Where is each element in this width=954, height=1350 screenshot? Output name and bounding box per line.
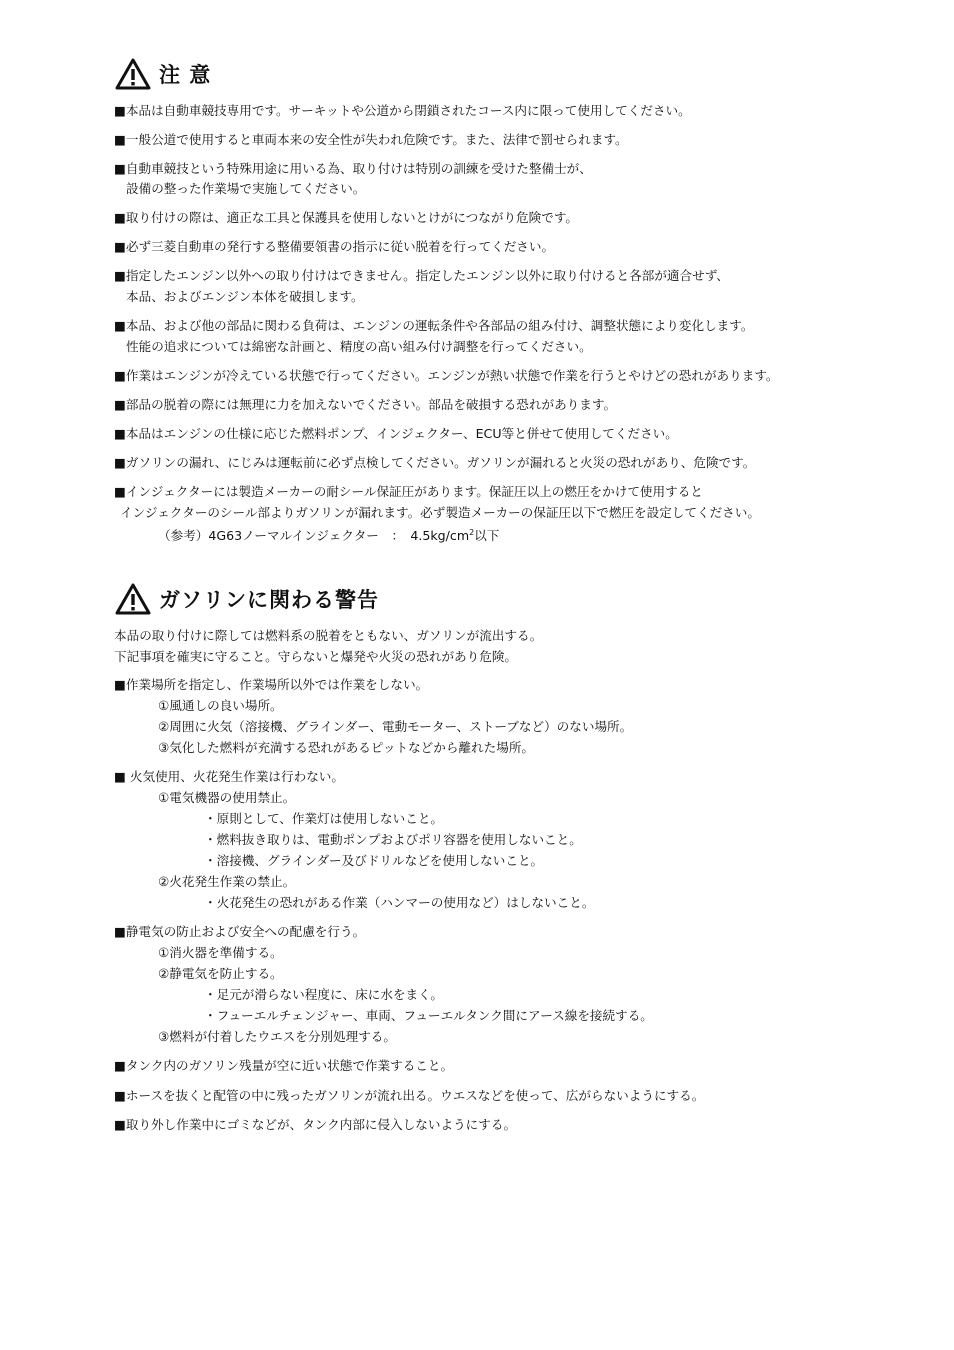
gasoline-line-5: ■ 火気使用、火花発生作業は行わない。 xyxy=(114,769,344,784)
gasoline-line-3: ②周囲に火気（溶接機、グラインダー、電動モーター、ストーブなど）のない場所。 xyxy=(158,719,633,734)
gasoline-line-10: ②火花発生作業の禁止。 xyxy=(158,874,296,889)
gasoline-line-1: ■作業場所を指定し、作業場所以外では作業をしない。 xyxy=(114,677,429,692)
caution-title: 注 意 xyxy=(159,63,212,87)
caution-item-2: ■一般公道で使用すると車両本来の安全性が失われ危険です。また、法律で罰せられます。 xyxy=(114,132,628,147)
warning-triangle-icon xyxy=(115,58,151,90)
gasoline-line-11: ・火花発生の恐れがある作業（ハンマーの使用など）はしないこと。 xyxy=(204,895,595,910)
caution-item-1: ■本品は自動車競技専用です。サーキットや公道から閉鎖されたコース内に限って使用してください。 xyxy=(114,103,691,118)
gasoline-line-18: ■タンク内のガソリン残量が空に近い状態で作業すること。 xyxy=(114,1058,454,1073)
caution-item-3: ■自動車競技という特殊用途に用いる為、取り付けは特別の訓練を受けた整備士が、 xyxy=(114,161,592,176)
gasoline-line-8: ・燃料抜き取りは、電動ポンプおよびポリ容器を使用しないこと。 xyxy=(204,832,582,847)
gasoline-heading xyxy=(115,583,379,615)
caution-item-9: ■部品の脱着の際には無理に力を加えないでください。部品を破損する恐れがあります。 xyxy=(114,397,617,412)
caution-item-7-cont: 性能の追求については綿密な計画と、精度の高い組み付け調整を行ってください。 xyxy=(126,339,592,354)
caution-item-3-cont: 設備の整った作業場で実施してください。 xyxy=(126,181,366,196)
gasoline-line-16: ・フューエルチェンジャー、車両、フューエルタンク間にアース線を接続する。 xyxy=(204,1008,653,1023)
caution-item-11: ■ガソリンの漏れ、にじみは運転前に必ず点検してください。ガソリンが漏れると火災の恐れがあり、危険です。 xyxy=(114,455,756,470)
reference-superscript: 2 xyxy=(469,527,475,537)
caution-item-12: ■インジェクターには製造メーカーの耐シール保証圧があります。保証圧以上の燃圧をかけて使用すると xyxy=(114,484,703,499)
gasoline-line-12: ■静電気の防止および安全への配慮を行う。 xyxy=(114,924,366,939)
gasoline-line-14: ②静電気を防止する。 xyxy=(158,966,283,981)
gasoline-line-2: ①風通しの良い場所。 xyxy=(158,698,283,713)
gasoline-title: ガソリンに関わる警告 xyxy=(159,588,379,612)
caution-item-12-cont: インジェクターのシール部よりガソリンが漏れます。必ず製造メーカーの保証圧以下で燃圧を設定してください。 xyxy=(120,505,760,520)
caution-item-6: ■指定したエンジン以外への取り付けはできません。指定したエンジン以外に取り付けると各部が適合せず、 xyxy=(114,268,729,283)
caution-item-7: ■本品、および他の部品に関わる負荷は、エンジンの運転条件や各部品の組み付け、調整状態により変化します。 xyxy=(114,318,754,333)
gasoline-line-19: ■ホースを抜くと配管の中に残ったガソリンが流れ出る。ウエスなどを使って、広がらないようにする。 xyxy=(114,1088,705,1103)
gasoline-line-13: ①消火器を準備する。 xyxy=(158,945,283,960)
gasoline-line-9: ・溶接機、グラインダー及びドリルなどを使用しないこと。 xyxy=(204,853,544,868)
caution-item-5: ■必ず三菱自動車の発行する整備要領書の指示に従い脱着を行ってください。 xyxy=(114,239,555,254)
gasoline-line-4: ③気化した燃料が充満する恐れがあるピットなどから離れた場所。 xyxy=(158,740,535,755)
caution-item-10: ■本品はエンジンの仕様に応じた燃料ポンプ、インジェクター、ECU等と併せて使用してください。 xyxy=(114,426,678,441)
gasoline-intro-2: 下記事項を確実に守ること。守らないと爆発や火災の恐れがあり危険。 xyxy=(114,649,517,664)
caution-item-4: ■取り付けの際は、適正な工具と保護具を使用しないとけがにつながり危険です。 xyxy=(114,210,579,225)
caution-heading xyxy=(115,58,211,90)
warning-triangle-icon xyxy=(115,583,151,615)
gasoline-intro-1: 本品の取り付けに際しては燃料系の脱着をともない、ガソリンが流出する。 xyxy=(114,628,543,643)
caution-item-6-cont: 本品、およびエンジン本体を破損します。 xyxy=(126,289,364,304)
gasoline-line-15: ・足元が滑らない程度に、床に水をまく。 xyxy=(204,987,444,1002)
gasoline-line-20: ■取り外し作業中にゴミなどが、タンク内部に侵入しないようにする。 xyxy=(114,1117,517,1132)
reference-suffix: 以下 xyxy=(474,528,500,543)
injector-pressure-reference xyxy=(158,528,499,544)
gasoline-line-17: ③燃料が付着したウエスを分別処理する。 xyxy=(158,1029,396,1044)
gasoline-line-6: ①電気機器の使用禁止。 xyxy=(158,790,296,805)
gasoline-line-7: ・原則として、作業灯は使用しないこと。 xyxy=(204,811,444,826)
reference-text: （参考）4G63ノーマルインジェクター ： 4.5kg/cm xyxy=(158,528,470,543)
caution-item-8: ■作業はエンジンが冷えている状態で行ってください。エンジンが熱い状態で作業を行うとやけどの恐れがあります。 xyxy=(114,368,779,383)
